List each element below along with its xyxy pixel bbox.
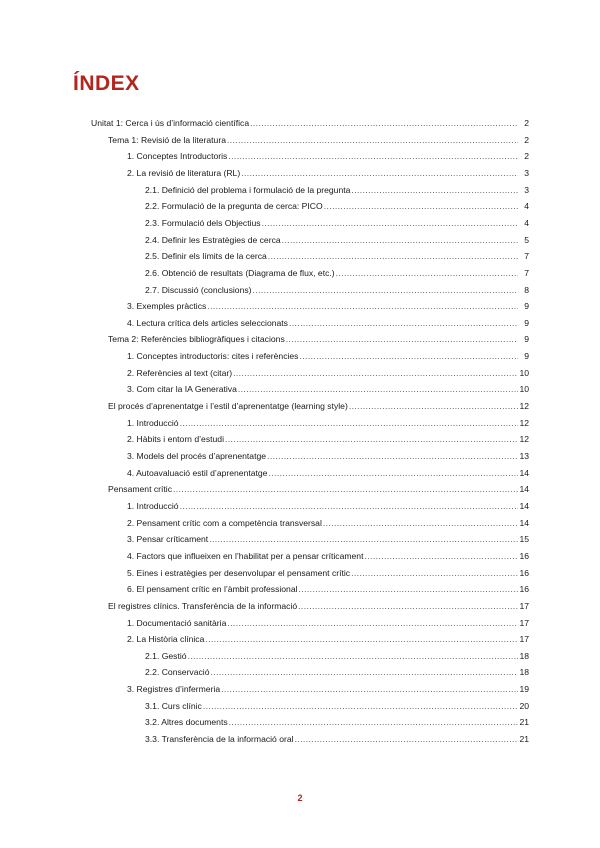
- dot-leader: [207, 301, 518, 312]
- toc-entry-label: 4. Autoavaluació estil d’aprenentatge: [127, 467, 268, 478]
- toc-entry-page: 16: [519, 550, 529, 561]
- toc-entry[interactable]: [108, 331, 529, 345]
- toc-entry[interactable]: [127, 148, 529, 162]
- toc-entry[interactable]: [127, 581, 529, 595]
- dot-leader: [299, 584, 518, 595]
- dot-leader: [267, 451, 518, 462]
- dot-leader: [324, 201, 518, 212]
- toc-entry-page: 2: [524, 134, 529, 145]
- toc-entry-label: 2. Referències al text (citar): [127, 367, 233, 378]
- toc-entry-page: 14: [519, 500, 529, 511]
- toc-entry[interactable]: [145, 282, 529, 296]
- toc-entry-label: 2.2. Conservació: [145, 667, 210, 678]
- toc-entry-label: 2. La revisió de literatura (RL): [127, 167, 241, 178]
- toc-entry[interactable]: [145, 698, 529, 712]
- toc-entry-page: 10: [519, 384, 529, 395]
- toc-entry[interactable]: [145, 232, 529, 246]
- toc-entry-label: El registres clínics. Transferència de la informació: [108, 600, 298, 611]
- toc-entry-page: 2: [524, 151, 529, 162]
- toc-entry-page: 13: [519, 451, 529, 461]
- toc-entry[interactable]: [108, 132, 529, 146]
- page-title: ÍNDEX: [73, 72, 140, 95]
- dot-leader: [262, 218, 518, 229]
- toc-entry-label: 2. Hàbits i entorn d’estudi: [127, 434, 224, 445]
- toc-entry-label: 3. Exemples pràctics: [127, 301, 207, 312]
- dot-leader: [250, 118, 518, 129]
- toc-entry-label: 2.3. Formulació dels Objectius: [145, 217, 261, 228]
- dot-leader: [188, 651, 518, 662]
- dot-leader: [299, 351, 518, 362]
- toc-entry-page: 5: [524, 234, 529, 245]
- toc-entry-page: 7: [524, 267, 529, 278]
- toc-entry-label: 4. Factors que influeixen en l’habilitat per a pensar críticament: [127, 550, 364, 561]
- toc-entry-label: 2.1. Gestió: [145, 650, 187, 661]
- toc-entry[interactable]: [127, 531, 529, 545]
- toc-entry-page: 15: [519, 534, 529, 545]
- dot-leader: [238, 384, 518, 395]
- dot-leader: [203, 701, 518, 712]
- dot-leader: [241, 168, 518, 179]
- toc-entry-page: 17: [519, 600, 529, 611]
- dot-leader: [253, 285, 518, 296]
- toc-entry-page: 17: [519, 634, 529, 645]
- toc-entry[interactable]: [145, 731, 529, 745]
- toc-entry-label: 1. Documentació sanitària: [127, 617, 227, 628]
- toc-entry[interactable]: [127, 631, 529, 645]
- toc-entry[interactable]: [127, 615, 529, 629]
- toc-entry[interactable]: [127, 365, 529, 379]
- toc-entry-page: 14: [519, 484, 529, 495]
- toc-entry-page: 3: [524, 167, 529, 178]
- dot-leader: [349, 401, 518, 412]
- dot-leader: [351, 568, 518, 579]
- toc-entry-label: 3. Models del procés d’aprenentatge: [127, 451, 267, 461]
- toc-entry-label: 4. Lectura crítica dels articles seleccionats: [127, 317, 288, 328]
- toc-entry-label: Tema 2: Referències bibliogràfiques i citacions: [108, 334, 285, 345]
- dot-leader: [180, 418, 518, 429]
- toc-entry-label: 3. Com citar la IA Generativa: [127, 384, 237, 395]
- dot-leader: [227, 135, 518, 146]
- toc-entry[interactable]: [127, 298, 529, 312]
- toc-entry-page: 4: [524, 217, 529, 228]
- dot-leader: [229, 717, 518, 728]
- toc-entry-label: 3.2. Altres documents: [145, 717, 228, 728]
- toc-entry[interactable]: [145, 265, 529, 279]
- toc-entry-label: 2.5. Definir els límits de la cerca: [145, 251, 267, 262]
- toc-entry-label: 3. Registres d’infermeria: [127, 684, 221, 695]
- dot-leader: [221, 684, 518, 695]
- toc-entry[interactable]: [127, 498, 529, 512]
- toc-entry-label: Tema 1: Revisió de la literatura: [108, 134, 226, 145]
- toc-entry-page: 18: [519, 667, 529, 678]
- toc-entry-label: 1. Conceptes Introductoris: [127, 151, 228, 162]
- dot-leader: [228, 151, 518, 162]
- dot-leader: [211, 667, 519, 678]
- toc-entry-page: 9: [524, 334, 529, 345]
- toc-entry[interactable]: [127, 548, 529, 562]
- dot-leader: [364, 551, 518, 562]
- toc-entry[interactable]: [145, 664, 529, 678]
- toc-entry-label: 5. Eines i estratègies per desenvolupar el pensament crític: [127, 567, 351, 578]
- toc-entry[interactable]: [127, 165, 529, 179]
- toc-entry[interactable]: [145, 215, 529, 229]
- dot-leader: [173, 484, 518, 495]
- dot-leader: [268, 251, 518, 262]
- toc-entry-page: 20: [519, 700, 529, 711]
- toc-entry-page: 18: [519, 650, 529, 661]
- toc-entry[interactable]: [145, 248, 529, 262]
- toc-entry-label: 3. Pensar críticament: [127, 534, 209, 545]
- toc-entry[interactable]: [145, 648, 529, 662]
- toc-entry-label: 1. Introducció: [127, 500, 179, 511]
- dot-leader: [180, 501, 518, 512]
- dot-leader: [286, 334, 518, 345]
- toc-entry-page: 3: [524, 184, 529, 195]
- toc-entry-page: 21: [519, 734, 529, 745]
- toc-entry[interactable]: [127, 415, 529, 429]
- toc-entry-page: 17: [519, 617, 529, 628]
- page-number: 2: [297, 793, 303, 803]
- toc-entry-page: 8: [524, 284, 529, 295]
- dot-leader: [289, 318, 518, 329]
- toc-entry[interactable]: [145, 714, 529, 728]
- dot-leader: [351, 185, 518, 196]
- toc-entry-label: 3.3. Transferència de la informació oral: [145, 734, 294, 745]
- toc-entry[interactable]: [127, 565, 529, 579]
- dot-leader: [225, 434, 518, 445]
- dot-leader: [336, 268, 518, 279]
- toc-entry[interactable]: [108, 398, 529, 412]
- toc-entry[interactable]: [91, 115, 529, 129]
- toc-entry-page: 10: [519, 367, 529, 378]
- dot-leader: [295, 734, 518, 745]
- toc-entry-page: 16: [519, 584, 529, 595]
- toc-entry[interactable]: [145, 182, 529, 196]
- dot-leader: [227, 618, 518, 629]
- toc-entry-label: 2. La Història clínica: [127, 634, 205, 645]
- toc-entry-page: 14: [519, 467, 529, 478]
- toc-entry[interactable]: [127, 515, 529, 529]
- toc-entry-label: Unitat 1: Cerca i ús d’informació científica: [91, 118, 250, 128]
- toc-entry-page: 9: [524, 317, 529, 328]
- toc-entry-page: 19: [519, 684, 529, 695]
- dot-leader: [205, 634, 518, 645]
- toc-entry-page: 2: [524, 118, 529, 128]
- toc-entry-page: 12: [519, 434, 529, 445]
- toc-entry-page: 16: [519, 567, 529, 578]
- toc-entry[interactable]: [145, 198, 529, 212]
- toc-entry-label: Pensament crític: [108, 484, 172, 495]
- toc-entry-label: 2.7. Discussió (conclusions): [145, 284, 252, 295]
- toc-entry-label: 2.1. Definició del problema i formulació de la pregunta: [145, 184, 351, 195]
- toc-entry-label: 2.6. Obtenció de resultats (Diagrama de flux, etc.): [145, 267, 335, 278]
- toc-entry-page: 12: [519, 417, 529, 428]
- toc-entry-page: 9: [524, 351, 529, 362]
- toc-entry[interactable]: [127, 381, 529, 395]
- toc-entry[interactable]: [127, 431, 529, 445]
- toc-entry-page: 21: [519, 717, 529, 728]
- toc-entry-page: 14: [519, 517, 529, 528]
- toc-entry[interactable]: [108, 481, 529, 495]
- dot-leader: [282, 235, 518, 246]
- dot-leader: [233, 368, 518, 379]
- toc-entry-page: 4: [524, 201, 529, 212]
- toc-entry[interactable]: [127, 681, 529, 695]
- dot-leader: [268, 468, 518, 479]
- toc-entry-label: El procés d’aprenentatge i l’estil d’aprenentatge (learning style): [108, 401, 348, 412]
- toc-entry-label: 3.1. Curs clínic: [145, 700, 202, 711]
- toc-entry-page: 9: [524, 301, 529, 312]
- toc-entry-label: 6. El pensament crític en l’àmbit professional: [127, 584, 298, 595]
- toc-entry[interactable]: [127, 465, 529, 479]
- dot-leader: [323, 518, 518, 529]
- toc-entry-label: 2.2. Formulació de la pregunta de cerca: PICO: [145, 201, 323, 212]
- toc-entry-page: 7: [524, 251, 529, 262]
- toc-entry[interactable]: [127, 348, 529, 362]
- toc-entry-label: 1. Introducció: [127, 417, 179, 428]
- toc-entry[interactable]: [127, 448, 529, 462]
- toc-entry-label: 1. Conceptes introductoris: cites i referències: [127, 351, 299, 362]
- toc-entry-label: 2.4. Definir les Estratègies de cerca: [145, 234, 281, 245]
- toc-entry[interactable]: [108, 598, 529, 612]
- toc-entry-label: 2. Pensament crític com a competència transversal: [127, 517, 322, 528]
- dot-leader: [298, 601, 518, 612]
- toc-entry-page: 12: [519, 401, 529, 412]
- dot-leader: [209, 534, 518, 545]
- toc-entry[interactable]: [127, 315, 529, 329]
